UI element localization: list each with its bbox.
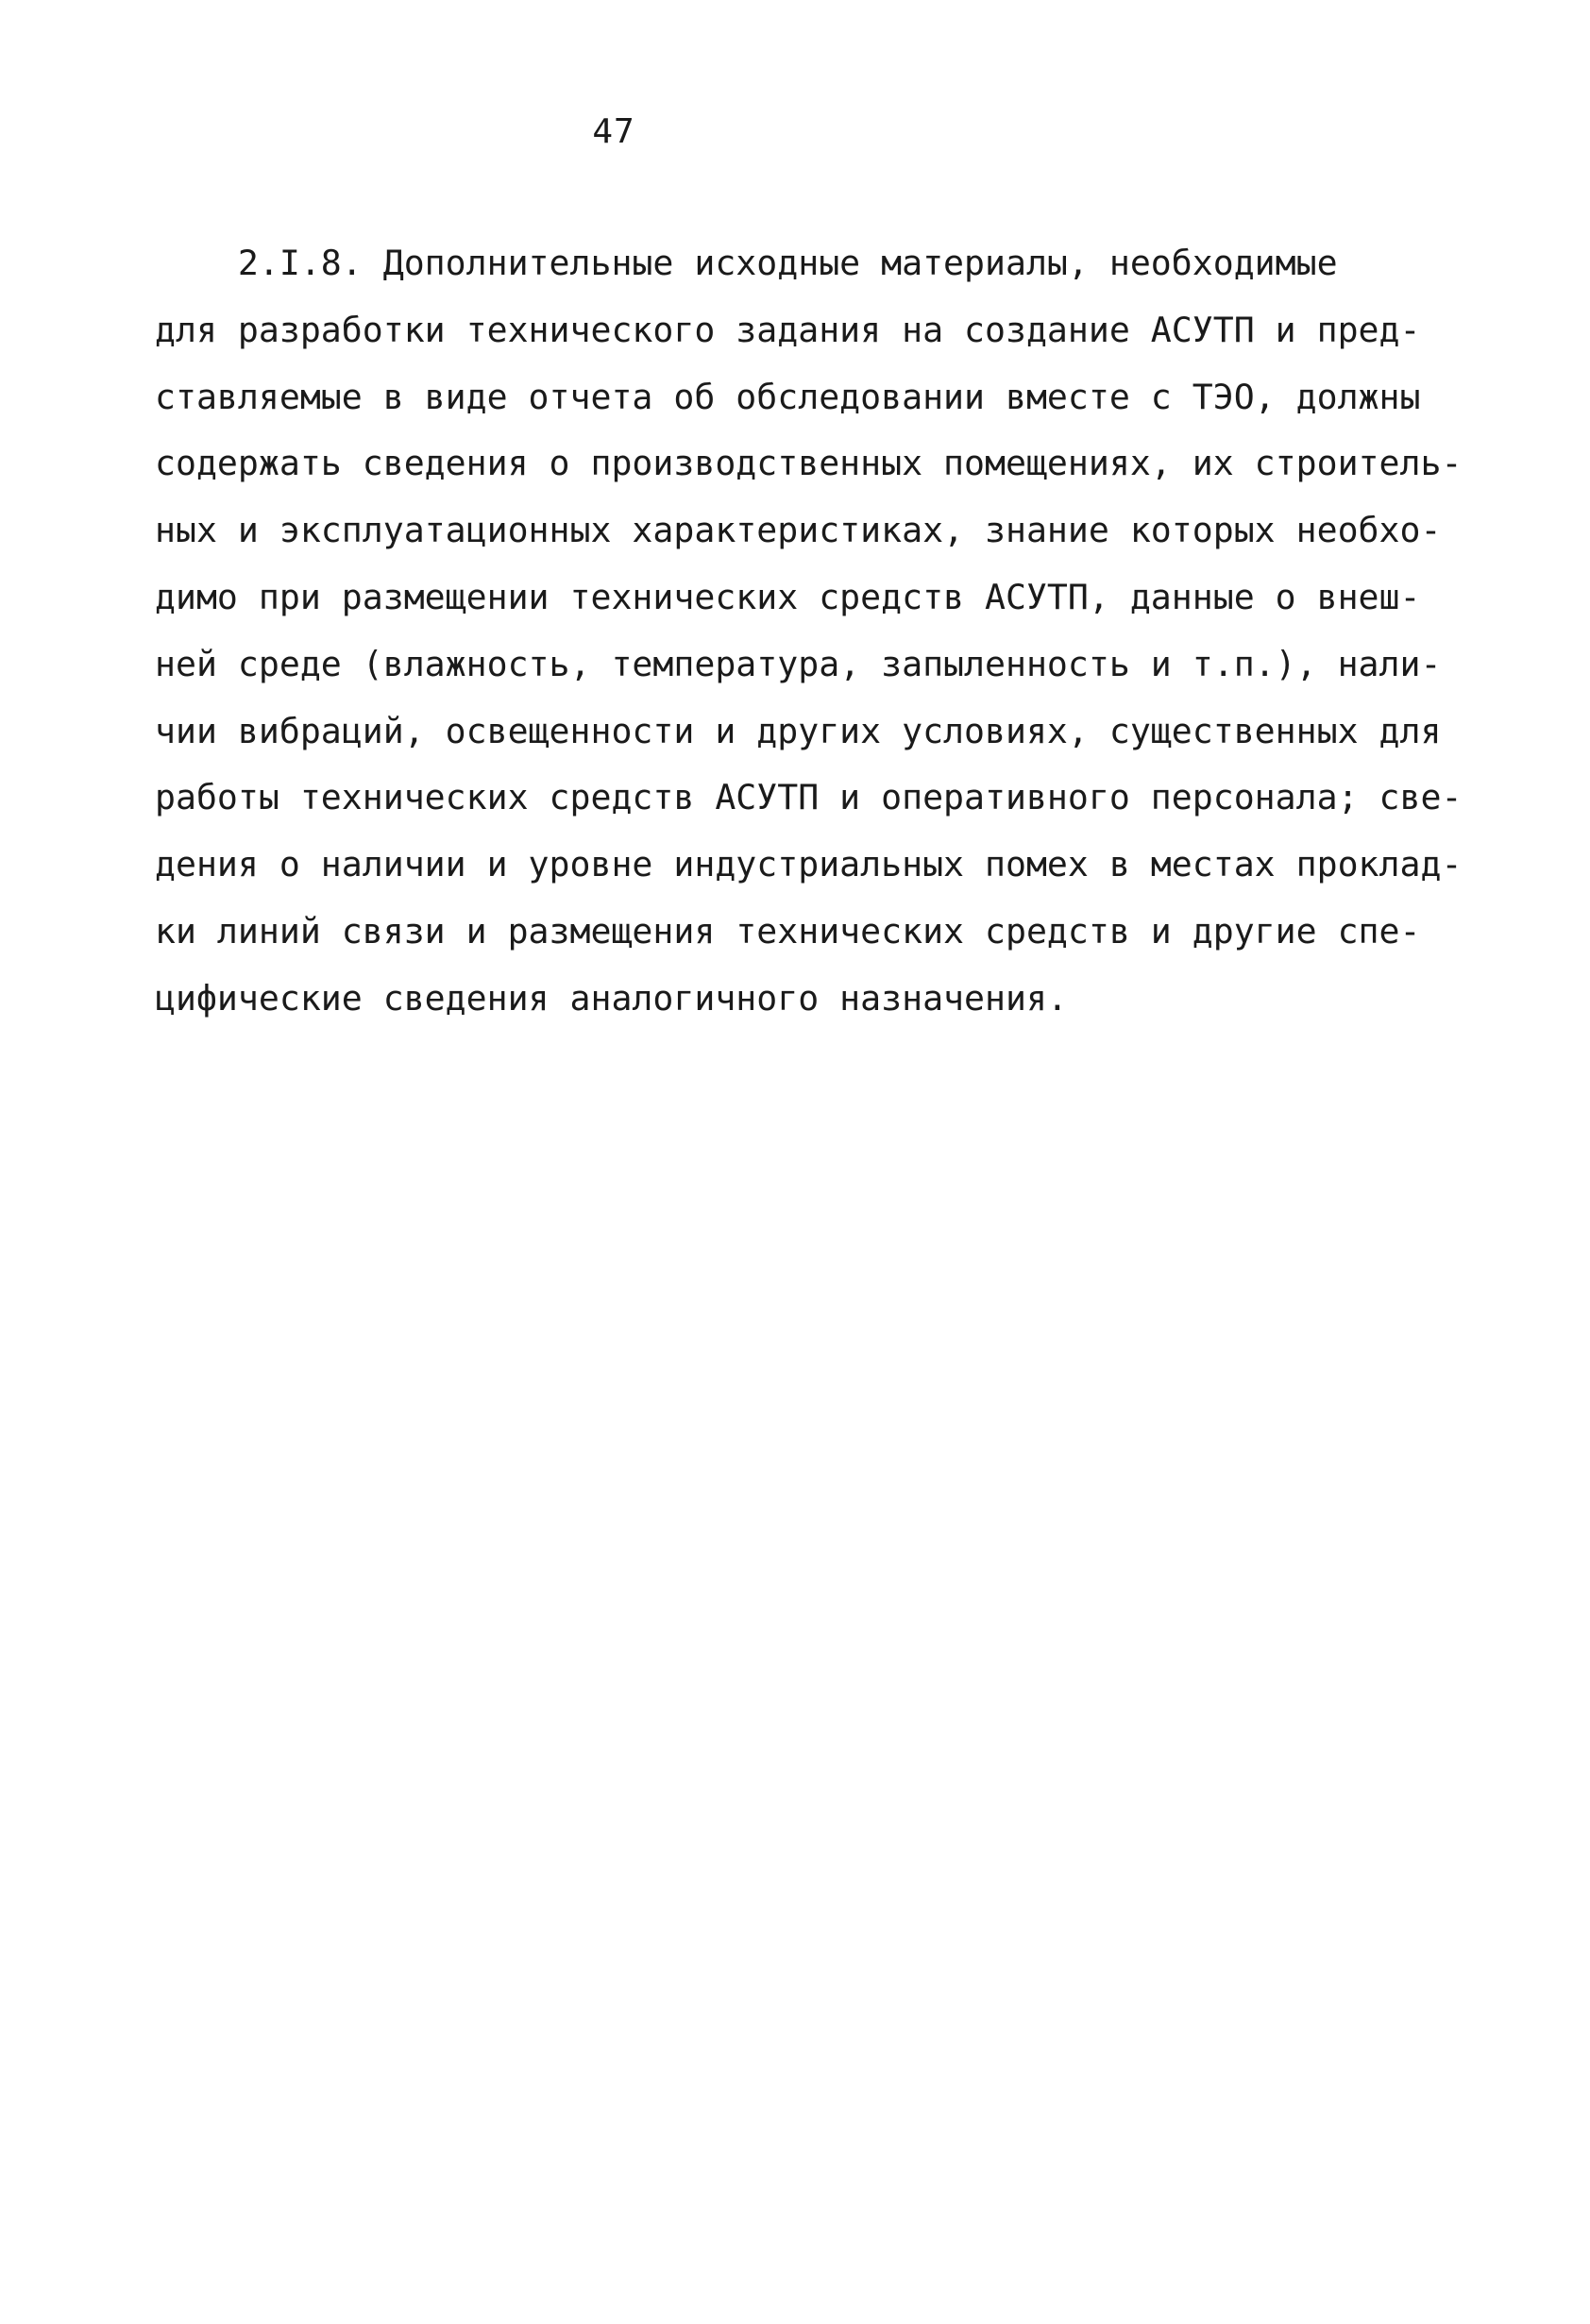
page-number: 47 [592, 112, 635, 151]
paragraph-line: ней среде (влажность, температура, запыленность и т.п.), нали- [155, 643, 1442, 684]
paragraph-2-1-8 [155, 230, 1463, 1033]
paragraph-line: работы технических средств АСУТП и оперативного персонала; све- [155, 777, 1463, 818]
paragraph-line: содержать сведения о производственных помещениях, их строитель- [155, 443, 1463, 484]
paragraph-line: ставляемые в виде отчета об обследовании вместе с ТЭО, должны [155, 376, 1421, 417]
paragraph-line: ных и эксплуатационных характеристиках, знание которых необхо- [155, 510, 1442, 551]
paragraph-line: для разработки технического задания на создание АСУТП и пред- [155, 309, 1421, 350]
paragraph-line: димо при размещении технических средств АСУТП, данные о внеш- [155, 576, 1421, 617]
paragraph-line: дения о наличии и уровне индустриальных помех в местах проклад- [155, 844, 1463, 885]
paragraph-line: 2.I.8. Дополнительные исходные материалы, необходимые [155, 243, 1338, 283]
paragraph-line: цифические сведения аналогичного назначения. [155, 977, 1068, 1019]
paragraph-line: чии вибраций, освещенности и других условиях, существенных для [155, 710, 1442, 751]
paragraph-line: ки линий связи и размещения технических средств и другие спе- [155, 910, 1421, 951]
